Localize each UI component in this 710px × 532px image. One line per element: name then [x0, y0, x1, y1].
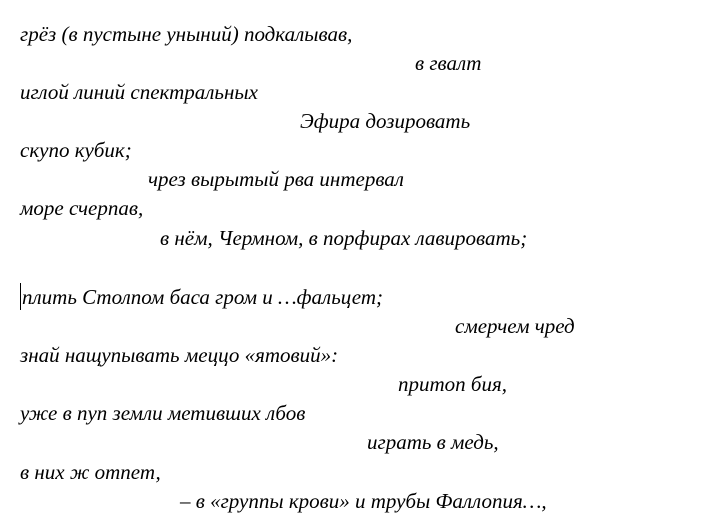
poem-line: смерчем чред	[455, 314, 575, 338]
poem-line: уже в пуп земли метивших лбов	[20, 401, 306, 425]
poem-line: Эфира дозировать	[300, 109, 471, 133]
poem-line: играть в медь,	[367, 430, 499, 454]
poem-line: притоп бия,	[398, 372, 507, 396]
poem-line: чрез вырытый рва интервал	[148, 167, 404, 191]
poem-line: – в «группы крови» и трубы Фаллопия…,	[180, 489, 547, 513]
text-cursor	[20, 283, 21, 310]
poem-line: иглой линий спектральных	[20, 80, 258, 104]
poem-line: в гвалт	[415, 51, 482, 75]
poem-line: грёз (в пустыне уныний) подкалывав,	[20, 22, 353, 46]
poem-line: в них ж отпет,	[20, 460, 161, 484]
poem-line: плить Столпом баса гром и …фальцет;	[22, 285, 383, 309]
poem-line: море счерпав,	[20, 196, 144, 220]
poem-line: в нём, Чермном, в порфирах лавировать;	[160, 226, 528, 250]
poem-line: скупо кубик;	[20, 138, 132, 162]
poem-line: знай нащупывать меццо «ятовий»:	[20, 343, 339, 367]
